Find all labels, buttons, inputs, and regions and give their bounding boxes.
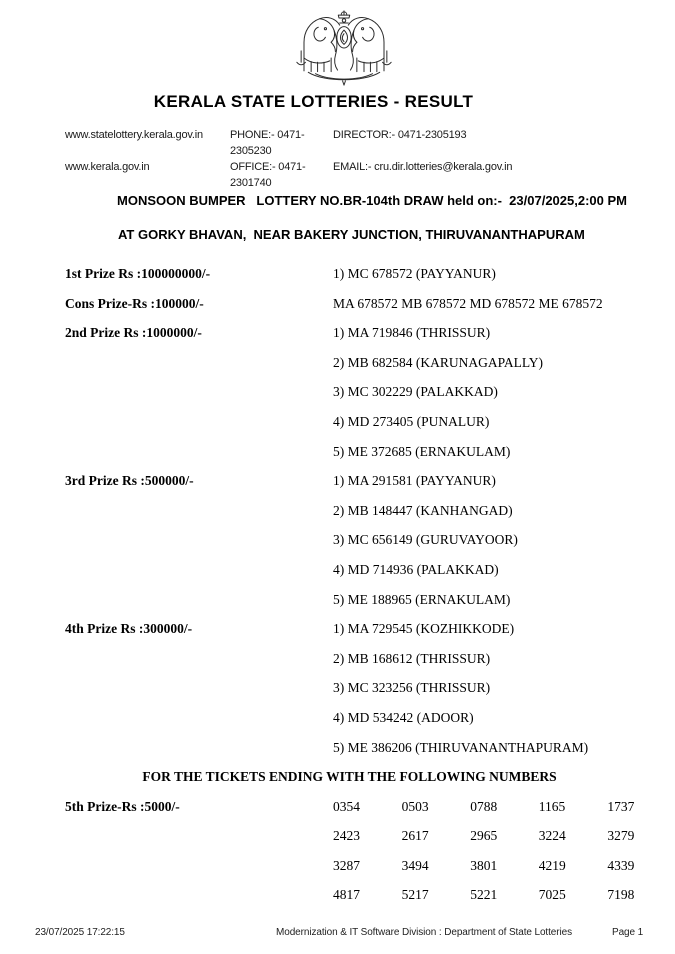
ending-numbers-heading: FOR THE TICKETS ENDING WITH THE FOLLOWING NUMBERS: [142, 769, 557, 785]
prize-label: [0, 851, 333, 881]
ending-number: 5221: [470, 887, 498, 903]
prize-label: [0, 703, 333, 733]
email-address: EMAIL:- cru.dir.lotteries@kerala.gov.in: [333, 161, 513, 173]
ending-number-row: [0, 792, 675, 822]
ending-number: 2423: [333, 828, 360, 844]
phone-number: PHONE:- 0471-2305230: [230, 129, 305, 157]
ending-number: 4339: [607, 857, 635, 873]
winning-ticket: 3) MC 302229 (PALAKKAD): [333, 384, 498, 400]
prize-label: [0, 733, 333, 763]
website-kerala: www.kerala.gov.in: [65, 161, 150, 173]
winning-ticket: 5) ME 372685 (ERNAKULAM): [333, 443, 511, 459]
prize-row: [0, 673, 675, 703]
prize-label: [0, 525, 333, 555]
ending-number-row: [0, 880, 675, 910]
ending-number: 3279: [607, 828, 635, 844]
division-credit: Modernization & IT Software Division : Department of State Lotteries: [276, 927, 572, 938]
page-header: [0, 8, 675, 243]
draw-info: MONSOON BUMPER LOTTERY NO.BR-104th DRAW held on:- 23/07/2025,2:00 PM: [117, 193, 627, 208]
prize-row: [0, 644, 675, 674]
prize-row: [0, 407, 675, 437]
prize-label: [0, 821, 333, 851]
page-footer: [0, 926, 675, 942]
ending-number-strip: [333, 792, 675, 822]
office-number: OFFICE:- 0471-2301740: [230, 161, 306, 189]
ending-number: 1165: [538, 798, 566, 814]
contact-row: [0, 127, 675, 159]
prize-row: [0, 348, 675, 378]
ending-number-strip: [333, 851, 675, 881]
prize-row: [0, 318, 675, 348]
winning-ticket: 4) MD 273405 (PUNALUR): [333, 413, 490, 429]
winning-ticket: 2) MB 682584 (KARUNAGAPALLY): [333, 354, 544, 370]
prize-row: [0, 555, 675, 585]
prize-row: [0, 437, 675, 467]
prize-row: [0, 289, 675, 319]
ending-number: 2617: [401, 828, 429, 844]
prize-label: [0, 880, 333, 910]
prize-label: 1st Prize Rs :100000000/-: [65, 266, 211, 281]
prize-label: 3rd Prize Rs :500000/-: [65, 473, 194, 489]
contact-block: [0, 127, 675, 191]
winning-ticket: 3) MC 323256 (THRISSUR): [333, 680, 491, 696]
winning-ticket: MA 678572 MB 678572 MD 678572 ME 678572: [333, 295, 603, 311]
prize-label: [0, 496, 333, 526]
results-body: [0, 259, 675, 910]
print-timestamp: 23/07/2025 17:22:15: [35, 927, 125, 938]
prize-label: [0, 407, 333, 437]
prize-row: [0, 525, 675, 555]
winning-ticket: 5) ME 386206 (THIRUVANANTHAPURAM): [333, 739, 589, 755]
ending-number-row: [0, 851, 675, 881]
prize-row: [0, 466, 675, 496]
prize-list: [0, 259, 675, 762]
ending-number-row: [0, 821, 675, 851]
director-number: DIRECTOR:- 0471-2305193: [333, 129, 467, 141]
ending-number: 3287: [333, 857, 360, 873]
prize-label: [0, 644, 333, 674]
prize-label: [0, 555, 333, 585]
prize-label: [0, 348, 333, 378]
website-statelottery: www.statelottery.kerala.gov.in: [65, 129, 203, 141]
ending-number: 0503: [401, 798, 429, 814]
ending-number: 1737: [607, 798, 635, 814]
winning-ticket: 1) MA 291581 (PAYYANUR): [333, 473, 496, 489]
ending-numbers-list: [0, 792, 675, 910]
winning-ticket: 1) MC 678572 (PAYYANUR): [333, 266, 496, 281]
ending-number: 0788: [470, 798, 498, 814]
venue-info: AT GORKY BHAVAN, NEAR BAKERY JUNCTION, THIRUVANANTHAPURAM: [118, 227, 585, 242]
prize-row: [0, 614, 675, 644]
ending-number: 4219: [538, 857, 566, 873]
winning-ticket: 2) MB 168612 (THRISSUR): [333, 650, 491, 666]
page-title: KERALA STATE LOTTERIES - RESULT: [153, 92, 474, 111]
prize-row: [0, 733, 675, 763]
prize-row: [0, 496, 675, 526]
winning-ticket: 1) MA 719846 (THRISSUR): [333, 325, 491, 341]
winning-ticket: 3) MC 656149 (GURUVAYOOR): [333, 532, 518, 548]
ending-number: 2965: [470, 828, 498, 844]
ending-number: 3494: [401, 857, 429, 873]
prize-label: [0, 585, 333, 615]
prize-row: [0, 377, 675, 407]
winning-ticket: 2) MB 148447 (KANHANGAD): [333, 502, 513, 518]
ending-number: 3224: [538, 828, 566, 844]
prize-label: 4th Prize Rs :300000/-: [65, 621, 193, 637]
winning-ticket: 4) MD 714936 (PALAKKAD): [333, 561, 499, 577]
prize-label: [0, 437, 333, 467]
ending-number-strip: [333, 880, 675, 910]
kerala-state-emblem-icon: [294, 8, 394, 88]
winning-ticket: 5) ME 188965 (ERNAKULAM): [333, 591, 511, 607]
ending-number: 3801: [470, 857, 498, 873]
prize-label: 5th Prize-Rs :5000/-: [65, 798, 180, 814]
ending-number: 7025: [538, 887, 566, 903]
prize-row: [0, 259, 675, 289]
winning-ticket: 1) MA 729545 (KOZHIKKODE): [333, 621, 515, 637]
ending-number: 7198: [607, 887, 635, 903]
page-number: Page 1: [612, 927, 644, 938]
prize-label: [0, 673, 333, 703]
ending-number: 4817: [333, 887, 360, 903]
ending-number: 5217: [401, 887, 429, 903]
winning-ticket: 4) MD 534242 (ADOOR): [333, 709, 474, 725]
prize-label: Cons Prize-Rs :100000/-: [65, 295, 204, 311]
contact-row: [0, 159, 675, 191]
prize-label: [0, 377, 333, 407]
prize-label: 2nd Prize Rs :1000000/-: [65, 325, 202, 341]
ending-number-strip: [333, 821, 675, 851]
prize-row: [0, 585, 675, 615]
prize-row: [0, 703, 675, 733]
ending-number: 0354: [333, 798, 360, 814]
